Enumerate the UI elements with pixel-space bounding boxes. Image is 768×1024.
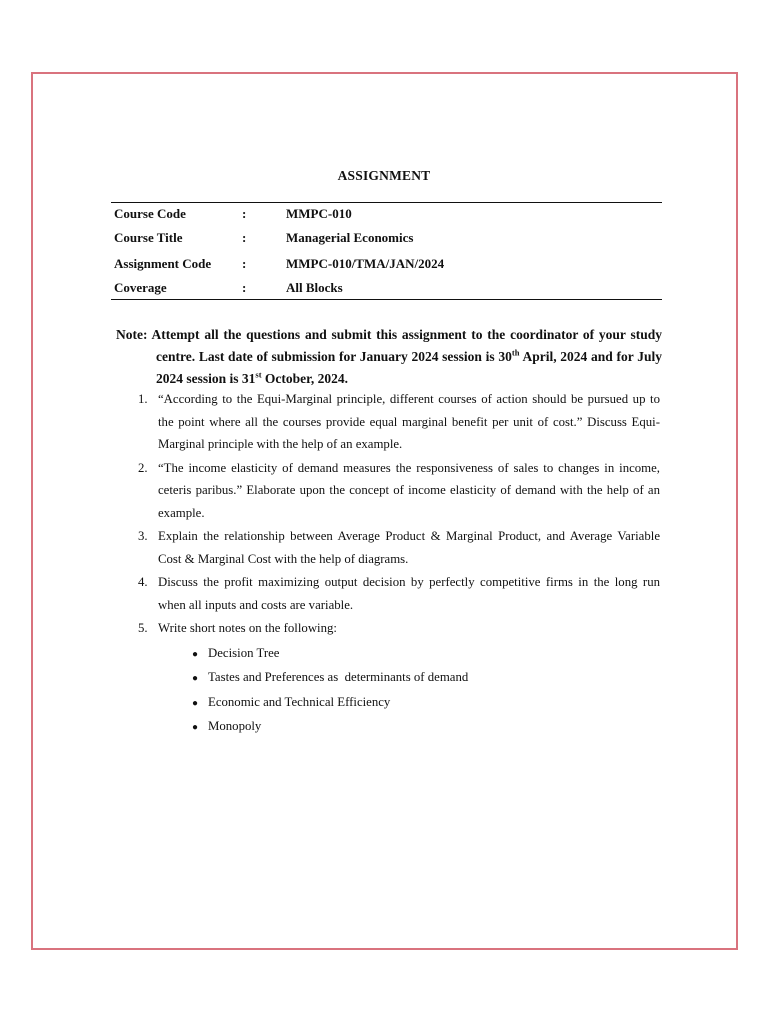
question-number: 2. (138, 460, 148, 475)
coverage-row (111, 277, 662, 299)
short-note-item (192, 666, 660, 691)
course-code-value: MMPC-010 (286, 206, 352, 221)
coverage-value: All Blocks (286, 280, 343, 295)
colon: : (242, 206, 247, 221)
question-number: 5. (138, 621, 148, 635)
colon: : (242, 230, 247, 245)
question-item (138, 457, 660, 525)
question-number: 1. (138, 392, 148, 406)
question-number: 4. (138, 575, 148, 589)
question-text: “The income elasticity of demand measures the responsiveness of sales to changes in income, ceteris paribus.” Elaborate upon the concept of income elasticity of demand with the help of an example. (158, 460, 660, 520)
question-text: Discuss the profit maximizing output decision by perfectly competitive firms in the long run when all inputs and costs are variable. (158, 575, 660, 612)
coverage-label: Coverage (114, 280, 167, 295)
colon: : (242, 280, 247, 295)
short-note-text: Monopoly (208, 719, 262, 733)
note-text-part2: April, 2024 and for July 2024 session is 31 (156, 348, 662, 386)
question-number: 3. (138, 529, 148, 543)
question-item (138, 388, 660, 456)
question-content (158, 617, 660, 740)
assignment-code-value: MMPC-010/TMA/JAN/2024 (286, 256, 445, 271)
question-item (138, 571, 660, 616)
course-code-label: Course Code (114, 206, 186, 221)
short-note-text: Economic and Technical Efficiency (208, 694, 391, 709)
short-note-text: Tastes and Preferences as determinants of demand (208, 670, 469, 684)
bullet-icon: ● (192, 722, 199, 733)
short-note-item (192, 691, 660, 716)
short-note-text: Decision Tree (208, 645, 280, 660)
course-info-table (111, 202, 662, 300)
course-title-value: Managerial Economics (286, 230, 414, 245)
question-list (138, 388, 660, 741)
question-item (138, 617, 660, 740)
short-notes-list (158, 642, 660, 740)
question-text: Write short notes on the following: (158, 621, 337, 635)
submission-note (116, 324, 662, 390)
colon: : (242, 256, 247, 271)
question-item (138, 525, 660, 570)
short-note-item (192, 715, 660, 740)
note-sup-th: th (511, 347, 520, 357)
assignment-code-row (111, 251, 662, 277)
note-text-part1: Note: Attempt all the questions and submit this assignment to the coordinator of your study centre. Last date of submission for January 2024 session is 30 (116, 326, 662, 364)
note-sup-st: st (255, 369, 262, 379)
course-code-row (111, 203, 662, 225)
question-text: “According to the Equi-Marginal principle, different courses of action should be pursued up to the point where all the courses provide equal marginal benefit per unit of cost.” Discuss Equi-Marginal principle with the help of an example. (158, 392, 660, 451)
assignment-code-label: Assignment Code (114, 256, 212, 271)
course-title-row (111, 225, 662, 251)
course-title-label: Course Title (114, 230, 183, 245)
assignment-title: ASSIGNMENT (337, 168, 431, 183)
bullet-icon: ● (192, 697, 199, 709)
bullet-icon: ● (192, 673, 199, 684)
bullet-icon: ● (192, 648, 199, 660)
question-text: Explain the relationship between Average Product & Marginal Product, and Average Variable Cost & Marginal Cost with the help of diagrams. (158, 529, 660, 566)
note-text-part3: October, 2024. (261, 370, 349, 386)
short-note-item (192, 642, 660, 667)
